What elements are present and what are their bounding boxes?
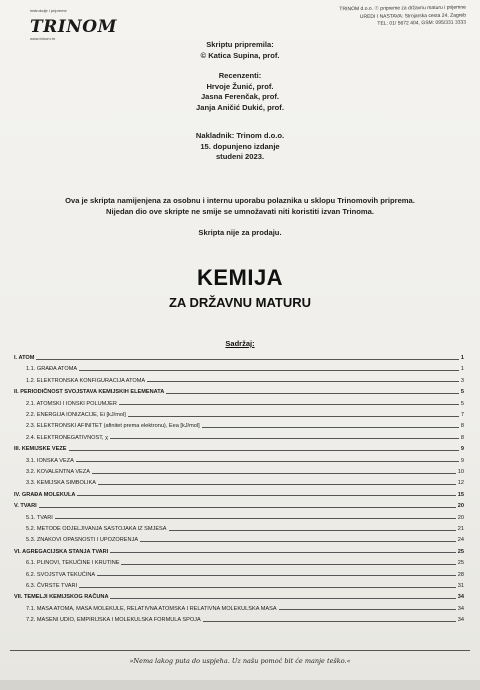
logo-tagline: instrukcije i pripreme (30, 8, 67, 13)
toc-section (26, 455, 464, 464)
toc-section (26, 409, 464, 418)
logo-url: www.trinom.hr (30, 36, 56, 41)
edition-date: studeni 2023. (215, 152, 265, 161)
toc-section (26, 432, 464, 441)
toc-page-number: 3 (460, 377, 464, 384)
toc-leader (202, 427, 459, 428)
toc-leader (39, 507, 456, 508)
toc-leader (98, 484, 456, 485)
toc-label: IV. GRAĐA MOLEKULA (14, 491, 76, 498)
toc-page-number: 15 (457, 491, 464, 498)
toc-chapter (14, 500, 464, 509)
document-title: KEMIJA (196, 265, 284, 290)
toc-label: VII. TEMELJI KEMIJSKOG RAČUNA (14, 594, 109, 601)
toc-section (26, 603, 464, 612)
toc-leader (110, 438, 459, 439)
toc-label: 7.2. MASENI UDIO, EMPIRIJSKA I MOLEKULSKA FORMULA SPOJA (26, 617, 201, 624)
publisher: Nakladnik: Trinom d.o.o. (195, 131, 285, 140)
toc-label: 1.2. ELEKTRONSKA KONFIGURACIJA ATOMA (26, 377, 146, 384)
toc-page-number: 8 (460, 423, 464, 430)
toc-page-number: 8 (460, 434, 464, 441)
toc-leader (79, 587, 456, 588)
toc-leader (140, 541, 456, 542)
toc-label: V. TVARI (14, 503, 37, 510)
toc-label: 6.3. ČVRSTE TVARI (26, 583, 78, 589)
toc-page-number: 24 (457, 537, 464, 544)
toc-label: 2.3. ELEKTRONSKI AFINITET (afinitet prema elektronu), Eea [kJ/mol] (26, 423, 200, 430)
toc-leader (79, 370, 459, 371)
company-line: TEL: 01/ 5672 404, GSM: 095/331 3333 (377, 19, 467, 27)
toc-section (26, 523, 464, 532)
toc-section (26, 614, 464, 623)
reviewers-heading: Recenzenti: (218, 71, 262, 80)
toc-label: 2.4. ELEKTRONEGATIVNOST, χ (26, 434, 109, 441)
toc-chapter (14, 443, 464, 452)
toc-label: 2.1. ATOMSKI I IONSKI POLUMJER (26, 400, 117, 407)
toc-leader (92, 473, 456, 474)
toc-leader (169, 530, 456, 531)
logo-wordmark: TRINOM (30, 17, 117, 37)
toc-leader (128, 416, 459, 417)
toc-label: II. PERIODIČNOST SVOJSTAVA KEMIJSKIH ELEMENATA (14, 389, 165, 396)
reviewer: Hrvoje Žunić, prof. (206, 81, 274, 91)
toc-chapter (14, 591, 464, 600)
toc-section (26, 363, 464, 372)
credits-block (0, 40, 480, 163)
toc-leader (69, 450, 459, 451)
edition: 15. dopunjeno izdanje (200, 141, 280, 151)
toc-label: 5.2. METODE ODJELJIVANJA SASTOJAKA IZ SMJESA (26, 526, 167, 532)
toc-label: 5.1. TVARI (26, 514, 53, 521)
company-line: TRINOM d.o.o. ☉ pripreme za državnu maturu i prijemne (339, 4, 466, 13)
toc-leader (279, 609, 456, 610)
toc-label: 1.1. GRAĐA ATOMA (26, 366, 78, 373)
company-line: UREDI I NASTAVA: Strojarska cesta 24, Zagreb (359, 12, 467, 20)
toc-section (26, 557, 464, 566)
toc-label: 5.3. ZNAKOVI OPASNOSTI I UPOZORENJA (26, 537, 139, 544)
toc-leader (77, 495, 455, 496)
toc-section (26, 580, 464, 589)
toc-leader (36, 359, 458, 360)
toc-page-number: 31 (457, 583, 464, 589)
toc-label: VI. AGREGACIJSKA STANJA TVARI (14, 548, 109, 555)
toc-page-number: 5 (460, 389, 464, 396)
toc-chapter (14, 489, 464, 498)
toc-section (26, 477, 464, 486)
toc-leader (147, 381, 459, 382)
toc-section (26, 420, 464, 429)
toc-page-number: 25 (457, 548, 464, 555)
toc-section (26, 512, 464, 521)
toc-chapter (14, 352, 464, 361)
toc-leader (166, 393, 459, 394)
toc-page-number: 5 (460, 400, 464, 407)
toc-label: 3.1. IONSKA VEZA (26, 457, 74, 464)
company-info (256, 5, 466, 30)
toc-leader (110, 552, 455, 553)
notice-line: Ova je skripta namijenjena za osobnu i internu uporabu polaznika u sklopu Trinomovih priprema. (65, 196, 415, 205)
toc-section (26, 398, 464, 407)
toc-label: III. KEMIJSKE VEZE (14, 446, 67, 453)
toc-page-number: 34 (457, 594, 464, 601)
toc-label: 3.3. KEMIJSKA SIMBOLIKA (26, 480, 96, 487)
toc-leader (97, 575, 456, 576)
toc-page-number: 9 (460, 446, 464, 453)
reviewer: Jasna Ferenčak, prof. (200, 92, 280, 101)
toc-label: 6.2. SVOJSTVA TEKUĆINA (26, 571, 96, 578)
toc-label: 7.1. MASA ATOMA, MASA MOLEKULE, RELATIVNA ATOMSKA I RELATIVNA MOLEKULSKA MASA (26, 605, 277, 612)
toc-leader (203, 621, 456, 622)
not-for-sale: Skripta nije za prodaju. (198, 228, 282, 237)
toc-page-number: 12 (457, 480, 464, 487)
prepared-heading: Skriptu pripremila: (206, 40, 274, 49)
toc-page-number: 20 (457, 503, 464, 510)
toc-leader (121, 564, 455, 565)
toc-page-number: 34 (457, 617, 464, 624)
toc-label: 2.2. ENERGIJA IONIZACIJE, Ei [kJ/mol] (26, 412, 126, 418)
usage-notice (0, 195, 480, 238)
toc-page-number: 1 (460, 355, 464, 361)
toc-section (26, 466, 464, 475)
toc-page-number: 7 (460, 412, 464, 418)
toc-heading: Sadržaj: (225, 339, 255, 348)
document-subtitle: ZA DRŽAVNU MATURU (168, 295, 312, 310)
toc-chapter (14, 546, 464, 555)
trinom-logo (30, 8, 117, 41)
toc-label: 6.1. PLINOVI, TEKUĆINE I KRUTINE (26, 560, 120, 567)
toc-page-number: 28 (457, 571, 464, 578)
toc-page-number: 21 (457, 526, 464, 532)
toc-page-number: 34 (457, 605, 464, 612)
toc-label: 3.2. KOVALENTNA VEZA (26, 469, 90, 475)
toc-section (26, 534, 464, 543)
prepared-by: © Katica Supina, prof. (200, 50, 280, 60)
toc-page-number: 20 (457, 514, 464, 521)
toc-section (26, 375, 464, 384)
toc-leader (110, 598, 455, 599)
toc-page-number: 25 (457, 560, 464, 567)
toc-leader (76, 461, 459, 462)
toc-page-number: 9 (460, 457, 464, 464)
toc-leader (55, 518, 456, 519)
toc-page-number: 1 (460, 366, 464, 373)
footer-divider (10, 650, 470, 651)
toc-leader (119, 404, 459, 405)
footer-motto: »Nema lakog puta do uspjeha. Uz našu pomoć bit će manje teško.« (129, 657, 351, 665)
toc-section (26, 569, 464, 578)
notice-line: Nijedan dio ove skripte ne smije se umnožavati niti koristiti izvan Trinoma. (106, 207, 374, 216)
toc-chapter (14, 386, 464, 395)
reviewer: Janja Aničić Dukić, prof. (196, 102, 284, 112)
page-edge (0, 680, 480, 690)
toc-page-number: 10 (457, 469, 464, 475)
toc-label: I. ATOM (14, 355, 35, 361)
